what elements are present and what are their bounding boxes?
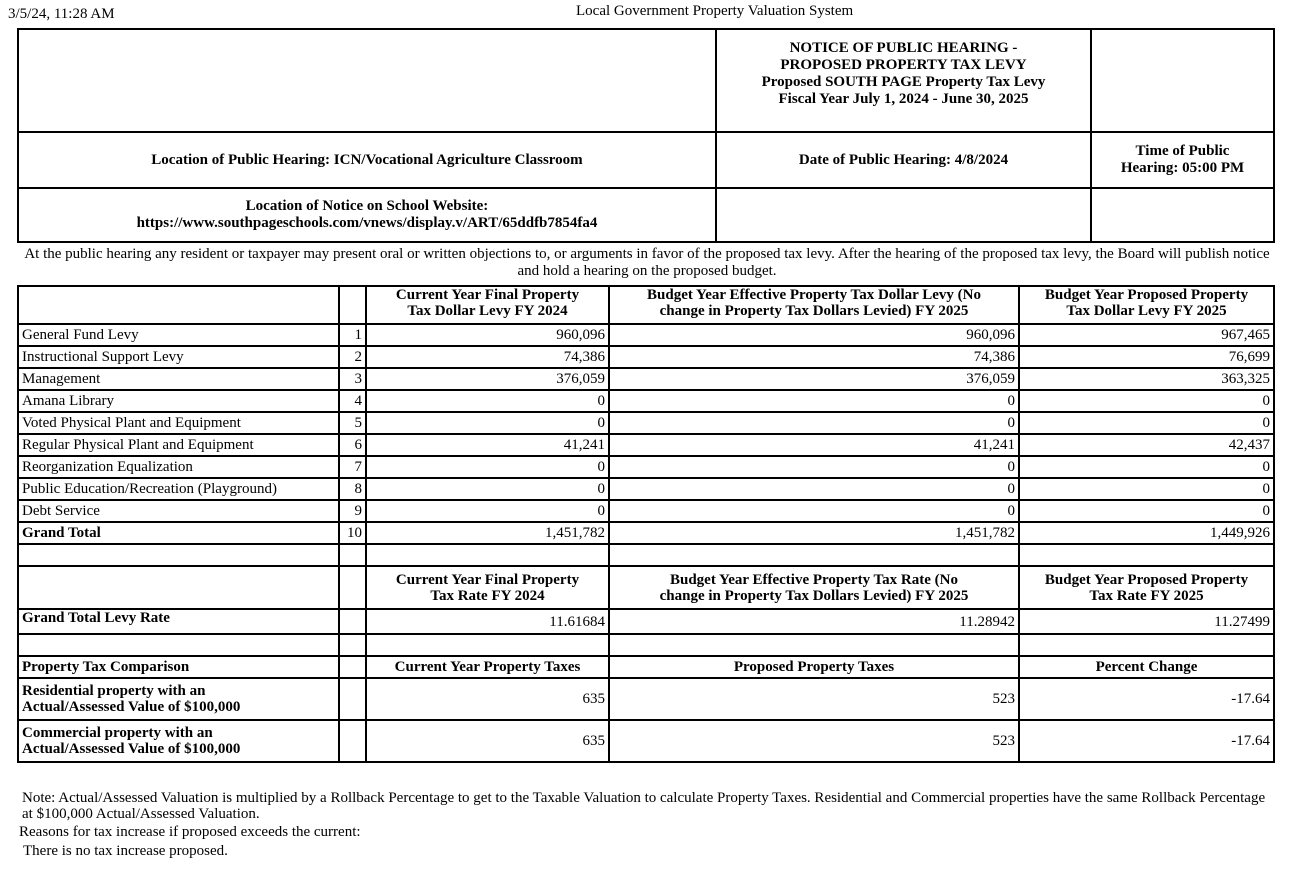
label-line: Actual/Assessed Value of $100,000 xyxy=(22,741,241,757)
blank-cell xyxy=(339,566,366,609)
levy-row-line-number: 7 xyxy=(339,456,366,478)
levy-row-current: 960,096 xyxy=(366,324,609,346)
notice-title-line2: PROPOSED PROPERTY TAX LEVY xyxy=(780,57,1027,73)
header-line: Tax Rate FY 2024 xyxy=(430,587,545,604)
levy-row-proposed: 76,699 xyxy=(1019,346,1274,368)
levy-row-proposed: 42,437 xyxy=(1019,434,1274,456)
levy-row-effective: 74,386 xyxy=(609,346,1019,368)
levy-row-label: Instructional Support Levy xyxy=(18,346,339,368)
blank-cell xyxy=(1019,544,1274,566)
levy-row-line-number: 2 xyxy=(339,346,366,368)
levy-row-effective: 1,451,782 xyxy=(609,522,1019,544)
website-url: https://www.southpageschools.com/vnews/display.v/ART/65ddfb7854fa4 xyxy=(136,215,598,231)
blank-cell xyxy=(1019,634,1274,656)
header-line: Budget Year Proposed Property xyxy=(1044,287,1249,303)
levy-row-line-number: 9 xyxy=(339,500,366,522)
blank-cell xyxy=(339,544,366,566)
effective-rate-header xyxy=(609,566,1019,609)
levy-row-proposed: 363,325 xyxy=(1019,368,1274,390)
blank-cell xyxy=(339,678,366,720)
blank-cell xyxy=(716,188,1091,242)
levy-row xyxy=(18,346,1274,368)
levy-row-line-number: 10 xyxy=(339,522,366,544)
comparison-proposed: 523 xyxy=(609,720,1019,762)
blank-cell xyxy=(339,656,366,678)
comparison-change: -17.64 xyxy=(1019,678,1274,720)
levy-row-current: 0 xyxy=(366,500,609,522)
header-line: Budget Year Proposed Property xyxy=(1044,571,1249,588)
levy-row-effective: 0 xyxy=(609,390,1019,412)
valuation-note: Note: Actual/Assessed Valuation is multiplied by a Rollback Percentage to get to the Taxable Valuation to calculate Property Taxes. Residential and Commercial properties have the same Rollback Percentage at $100,000 Actual/Assessed Valuation. xyxy=(22,790,1266,822)
comparison-current: 635 xyxy=(366,678,609,720)
levy-row-current: 41,241 xyxy=(366,434,609,456)
website-cell xyxy=(18,188,716,242)
levy-row-proposed: 0 xyxy=(1019,412,1274,434)
levy-row-proposed: 0 xyxy=(1019,500,1274,522)
rate-label: Grand Total Levy Rate xyxy=(18,609,339,634)
comparison-label: Property Tax Comparison xyxy=(18,656,339,678)
hearing-time-line2: Hearing: 05:00 PM xyxy=(1120,160,1245,176)
hearing-time xyxy=(1091,132,1274,188)
levy-row-proposed: 967,465 xyxy=(1019,324,1274,346)
blank-cell xyxy=(18,29,716,132)
blank-cell xyxy=(339,286,366,324)
levy-row-label: Debt Service xyxy=(18,500,339,522)
levy-row-label: Management xyxy=(18,368,339,390)
levy-row-proposed: 0 xyxy=(1019,390,1274,412)
header-line: Tax Dollar Levy FY 2025 xyxy=(1066,303,1227,319)
hearing-paragraph: At the public hearing any resident or taxpayer may present oral or written objections to, or arguments in favor of the proposed tax levy. After the hearing of the proposed tax levy, the Board will publish notice and hold a hearing on the proposed budget. xyxy=(24,246,1270,279)
levy-row xyxy=(18,412,1274,434)
rate-row xyxy=(18,609,1274,634)
header-line: Budget Year Effective Property Tax Rate (No xyxy=(669,571,958,588)
levy-row xyxy=(18,500,1274,522)
website-label: Location of Notice on School Website: xyxy=(245,198,489,214)
header-line: change in Property Tax Dollars Levied) FY 2025 xyxy=(659,587,969,604)
blank-cell xyxy=(609,634,1019,656)
levy-row xyxy=(18,368,1274,390)
comparison-header-row xyxy=(18,656,1274,678)
levy-row-effective: 0 xyxy=(609,478,1019,500)
notice-fiscal-year: Fiscal Year July 1, 2024 - June 30, 2025 xyxy=(778,91,1029,107)
comparison-row-label xyxy=(18,720,339,762)
proposed-levy-header xyxy=(1019,286,1274,324)
levy-row-current: 0 xyxy=(366,456,609,478)
levy-row-effective: 0 xyxy=(609,500,1019,522)
header-line: Budget Year Effective Property Tax Dollar Levy (No xyxy=(647,287,981,303)
comparison-row-label xyxy=(18,678,339,720)
levy-row-label: Regular Physical Plant and Equipment xyxy=(18,434,339,456)
levy-row xyxy=(18,522,1274,544)
levy-row-line-number: 8 xyxy=(339,478,366,500)
header-line: Current Year Final Property xyxy=(395,571,580,588)
levy-row-line-number: 3 xyxy=(339,368,366,390)
hearing-location: Location of Public Hearing: ICN/Vocational Agriculture Classroom xyxy=(18,132,716,188)
proposed-rate-header xyxy=(1019,566,1274,609)
label-line: Actual/Assessed Value of $100,000 xyxy=(22,699,241,715)
header-line: change in Property Tax Dollars Levied) FY 2025 xyxy=(659,303,969,319)
reasons-label: Reasons for tax increase if proposed exceeds the current: xyxy=(19,824,361,840)
levy-row-proposed: 1,449,926 xyxy=(1019,522,1274,544)
notice-subtitle: Proposed SOUTH PAGE Property Tax Levy xyxy=(761,74,1046,90)
blank-cell xyxy=(339,720,366,762)
levy-row xyxy=(18,478,1274,500)
levy-row-line-number: 6 xyxy=(339,434,366,456)
levy-table xyxy=(17,285,1275,763)
comparison-change-header: Percent Change xyxy=(1019,656,1274,678)
label-line: Residential property with an xyxy=(22,683,206,699)
levy-row xyxy=(18,324,1274,346)
current-levy-header xyxy=(366,286,609,324)
levy-row-current: 1,451,782 xyxy=(366,522,609,544)
blank-cell xyxy=(609,544,1019,566)
levy-row xyxy=(18,390,1274,412)
levy-row-current: 0 xyxy=(366,412,609,434)
blank-cell xyxy=(339,634,366,656)
blank-cell xyxy=(18,286,339,324)
levy-row-line-number: 4 xyxy=(339,390,366,412)
notice-header-table xyxy=(17,28,1275,243)
spacer-row xyxy=(18,634,1274,656)
blank-cell xyxy=(366,544,609,566)
blank-cell xyxy=(339,609,366,634)
rate-proposed: 11.27499 xyxy=(1019,609,1274,634)
system-title: Local Government Property Valuation System xyxy=(576,3,854,19)
levy-row xyxy=(18,456,1274,478)
levy-row-current: 0 xyxy=(366,478,609,500)
levy-row-current: 376,059 xyxy=(366,368,609,390)
comparison-row xyxy=(18,720,1274,762)
blank-cell xyxy=(1091,29,1274,132)
blank-cell xyxy=(18,634,339,656)
levy-row-line-number: 1 xyxy=(339,324,366,346)
rate-header-row xyxy=(18,566,1274,609)
levy-row-effective: 960,096 xyxy=(609,324,1019,346)
print-datetime: 3/5/24, 11:28 AM xyxy=(8,6,115,22)
levy-row-effective: 0 xyxy=(609,412,1019,434)
comparison-proposed: 523 xyxy=(609,678,1019,720)
levy-row-label: Public Education/Recreation (Playground) xyxy=(18,478,339,500)
levy-header-row xyxy=(18,286,1274,324)
blank-cell xyxy=(18,566,339,609)
blank-cell xyxy=(18,544,339,566)
levy-row-label: Reorganization Equalization xyxy=(18,456,339,478)
levy-row-label: General Fund Levy xyxy=(18,324,339,346)
levy-row-current: 74,386 xyxy=(366,346,609,368)
rate-effective: 11.28942 xyxy=(609,609,1019,634)
comparison-current: 635 xyxy=(366,720,609,762)
levy-row-proposed: 0 xyxy=(1019,478,1274,500)
comparison-row xyxy=(18,678,1274,720)
hearing-time-line1: Time of Public xyxy=(1135,143,1230,159)
header-line: Current Year Final Property xyxy=(395,287,580,303)
comparison-change: -17.64 xyxy=(1019,720,1274,762)
hearing-date: Date of Public Hearing: 4/8/2024 xyxy=(716,132,1091,188)
notice-title-line1: NOTICE OF PUBLIC HEARING - xyxy=(789,40,1018,56)
reasons-text: There is no tax increase proposed. xyxy=(23,843,228,859)
levy-row-effective: 41,241 xyxy=(609,434,1019,456)
header-line: Tax Rate FY 2025 xyxy=(1089,587,1204,604)
rate-current: 11.61684 xyxy=(366,609,609,634)
levy-row-effective: 376,059 xyxy=(609,368,1019,390)
spacer-row xyxy=(18,544,1274,566)
notice-title-cell xyxy=(716,29,1091,132)
levy-row-current: 0 xyxy=(366,390,609,412)
levy-row-label: Amana Library xyxy=(18,390,339,412)
blank-cell xyxy=(366,634,609,656)
label-line: Commercial property with an xyxy=(22,725,213,741)
levy-row xyxy=(18,434,1274,456)
levy-row-effective: 0 xyxy=(609,456,1019,478)
levy-row-proposed: 0 xyxy=(1019,456,1274,478)
header-line: Tax Dollar Levy FY 2024 xyxy=(407,303,568,319)
comparison-current-header: Current Year Property Taxes xyxy=(366,656,609,678)
current-rate-header xyxy=(366,566,609,609)
levy-row-line-number: 5 xyxy=(339,412,366,434)
blank-cell xyxy=(1091,188,1274,242)
comparison-proposed-header: Proposed Property Taxes xyxy=(609,656,1019,678)
levy-row-label: Voted Physical Plant and Equipment xyxy=(18,412,339,434)
levy-row-label: Grand Total xyxy=(18,522,339,544)
effective-levy-header xyxy=(609,286,1019,324)
